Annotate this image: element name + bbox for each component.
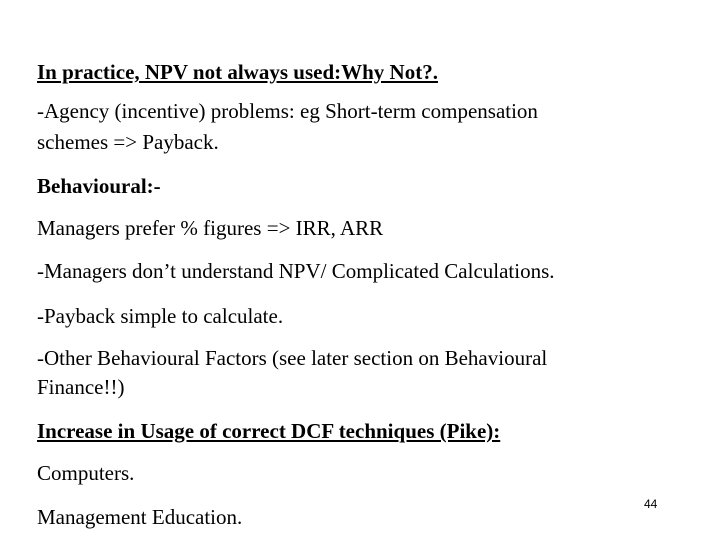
behavioural-heading: Behavioural:- — [37, 174, 161, 198]
managers-prefer-text: Managers prefer % figures => IRR, ARR — [37, 216, 384, 240]
other-factors-line-2: Finance!!) — [37, 375, 125, 399]
payback-simple-text: -Payback simple to calculate. — [37, 304, 284, 328]
other-factors-line-1: -Other Behavioural Factors (see later section on Behavioural — [37, 346, 548, 370]
slide-title: In practice, NPV not always used:Why Not?. — [37, 60, 438, 84]
management-education-text: Management Education. — [37, 505, 243, 529]
computers-text: Computers. — [37, 461, 135, 485]
managers-understand-text: -Managers don’t understand NPV/ Complicated Calculations. — [37, 259, 555, 283]
agency-problems-line-2: schemes => Payback. — [37, 130, 219, 154]
page-number: 44 — [644, 497, 658, 511]
agency-problems-line-1: -Agency (incentive) problems: eg Short-term compensation — [37, 99, 538, 123]
dcf-usage-heading: Increase in Usage of correct DCF techniques (Pike): — [37, 419, 501, 443]
